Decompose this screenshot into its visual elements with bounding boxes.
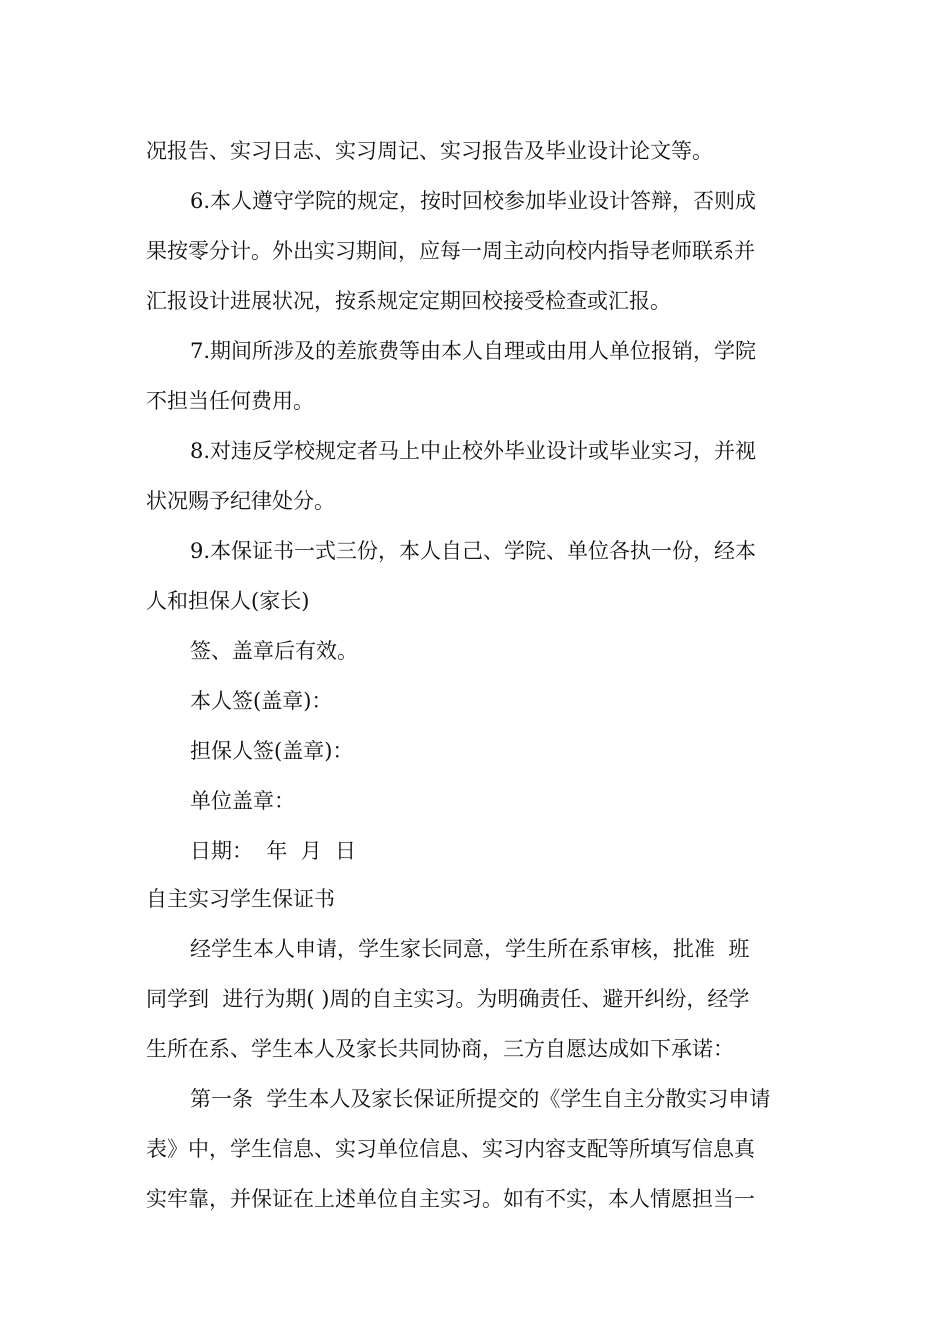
text-line-17: 经学生本人申请，学生家长同意，学生所在系审核，批准 班 xyxy=(190,937,750,961)
text-line-1: 况报告、实习日志、实习周记、实习报告及毕业设计论文等。 xyxy=(146,139,713,163)
text-line-18: 同学到 进行为期( )周的自主实习。为明确责任、避开纠纷，经学 xyxy=(146,987,750,1011)
text-line-10: 人和担保人(家长) xyxy=(146,589,310,613)
text-line-8: 状况赐予纪律处分。 xyxy=(146,489,335,513)
text-line-3: 果按零分计。外出实习期间，应每一周主动向校内指导老师联系并 xyxy=(146,239,755,263)
text-line-22: 实牢靠，并保证在上述单位自主实习。如有不实，本人情愿担当一 xyxy=(146,1187,755,1211)
signature-line-unit: 单位盖章： xyxy=(190,789,295,813)
text-line-7: 8.对违反学校规定者马上中止校外毕业设计或毕业实习，并视 xyxy=(190,439,757,463)
date-line: 日期： 年 月 日 xyxy=(190,839,357,863)
text-line-4: 汇报设计进展状况，按系规定定期回校接受检查或汇报。 xyxy=(146,289,671,313)
text-line-20: 第一条 学生本人及家长保证所提交的《学生自主分散实习申请 xyxy=(190,1087,771,1111)
text-line-6: 不担当任何费用。 xyxy=(146,389,314,413)
text-line-21: 表》中，学生信息、实习单位信息、实习内容支配等所填写信息真 xyxy=(146,1137,755,1161)
text-line-11: 签、盖章后有效。 xyxy=(190,639,358,663)
section-title: 自主实习学生保证书 xyxy=(146,887,335,911)
text-line-2: 6.本人遵守学院的规定，按时回校参加毕业设计答辩，否则成 xyxy=(190,189,757,213)
text-line-9: 9.本保证书一式三份，本人自己、学院、单位各执一份，经本 xyxy=(190,539,757,563)
signature-line-self: 本人签(盖章)： xyxy=(190,689,333,713)
signature-line-guarantor: 担保人签(盖章)： xyxy=(190,739,354,763)
text-line-5: 7.期间所涉及的差旅费等由本人自理或由用人单位报销，学院 xyxy=(190,339,757,363)
text-line-19: 生所在系、学生本人及家长共同协商，三方自愿达成如下承诺： xyxy=(146,1037,734,1061)
